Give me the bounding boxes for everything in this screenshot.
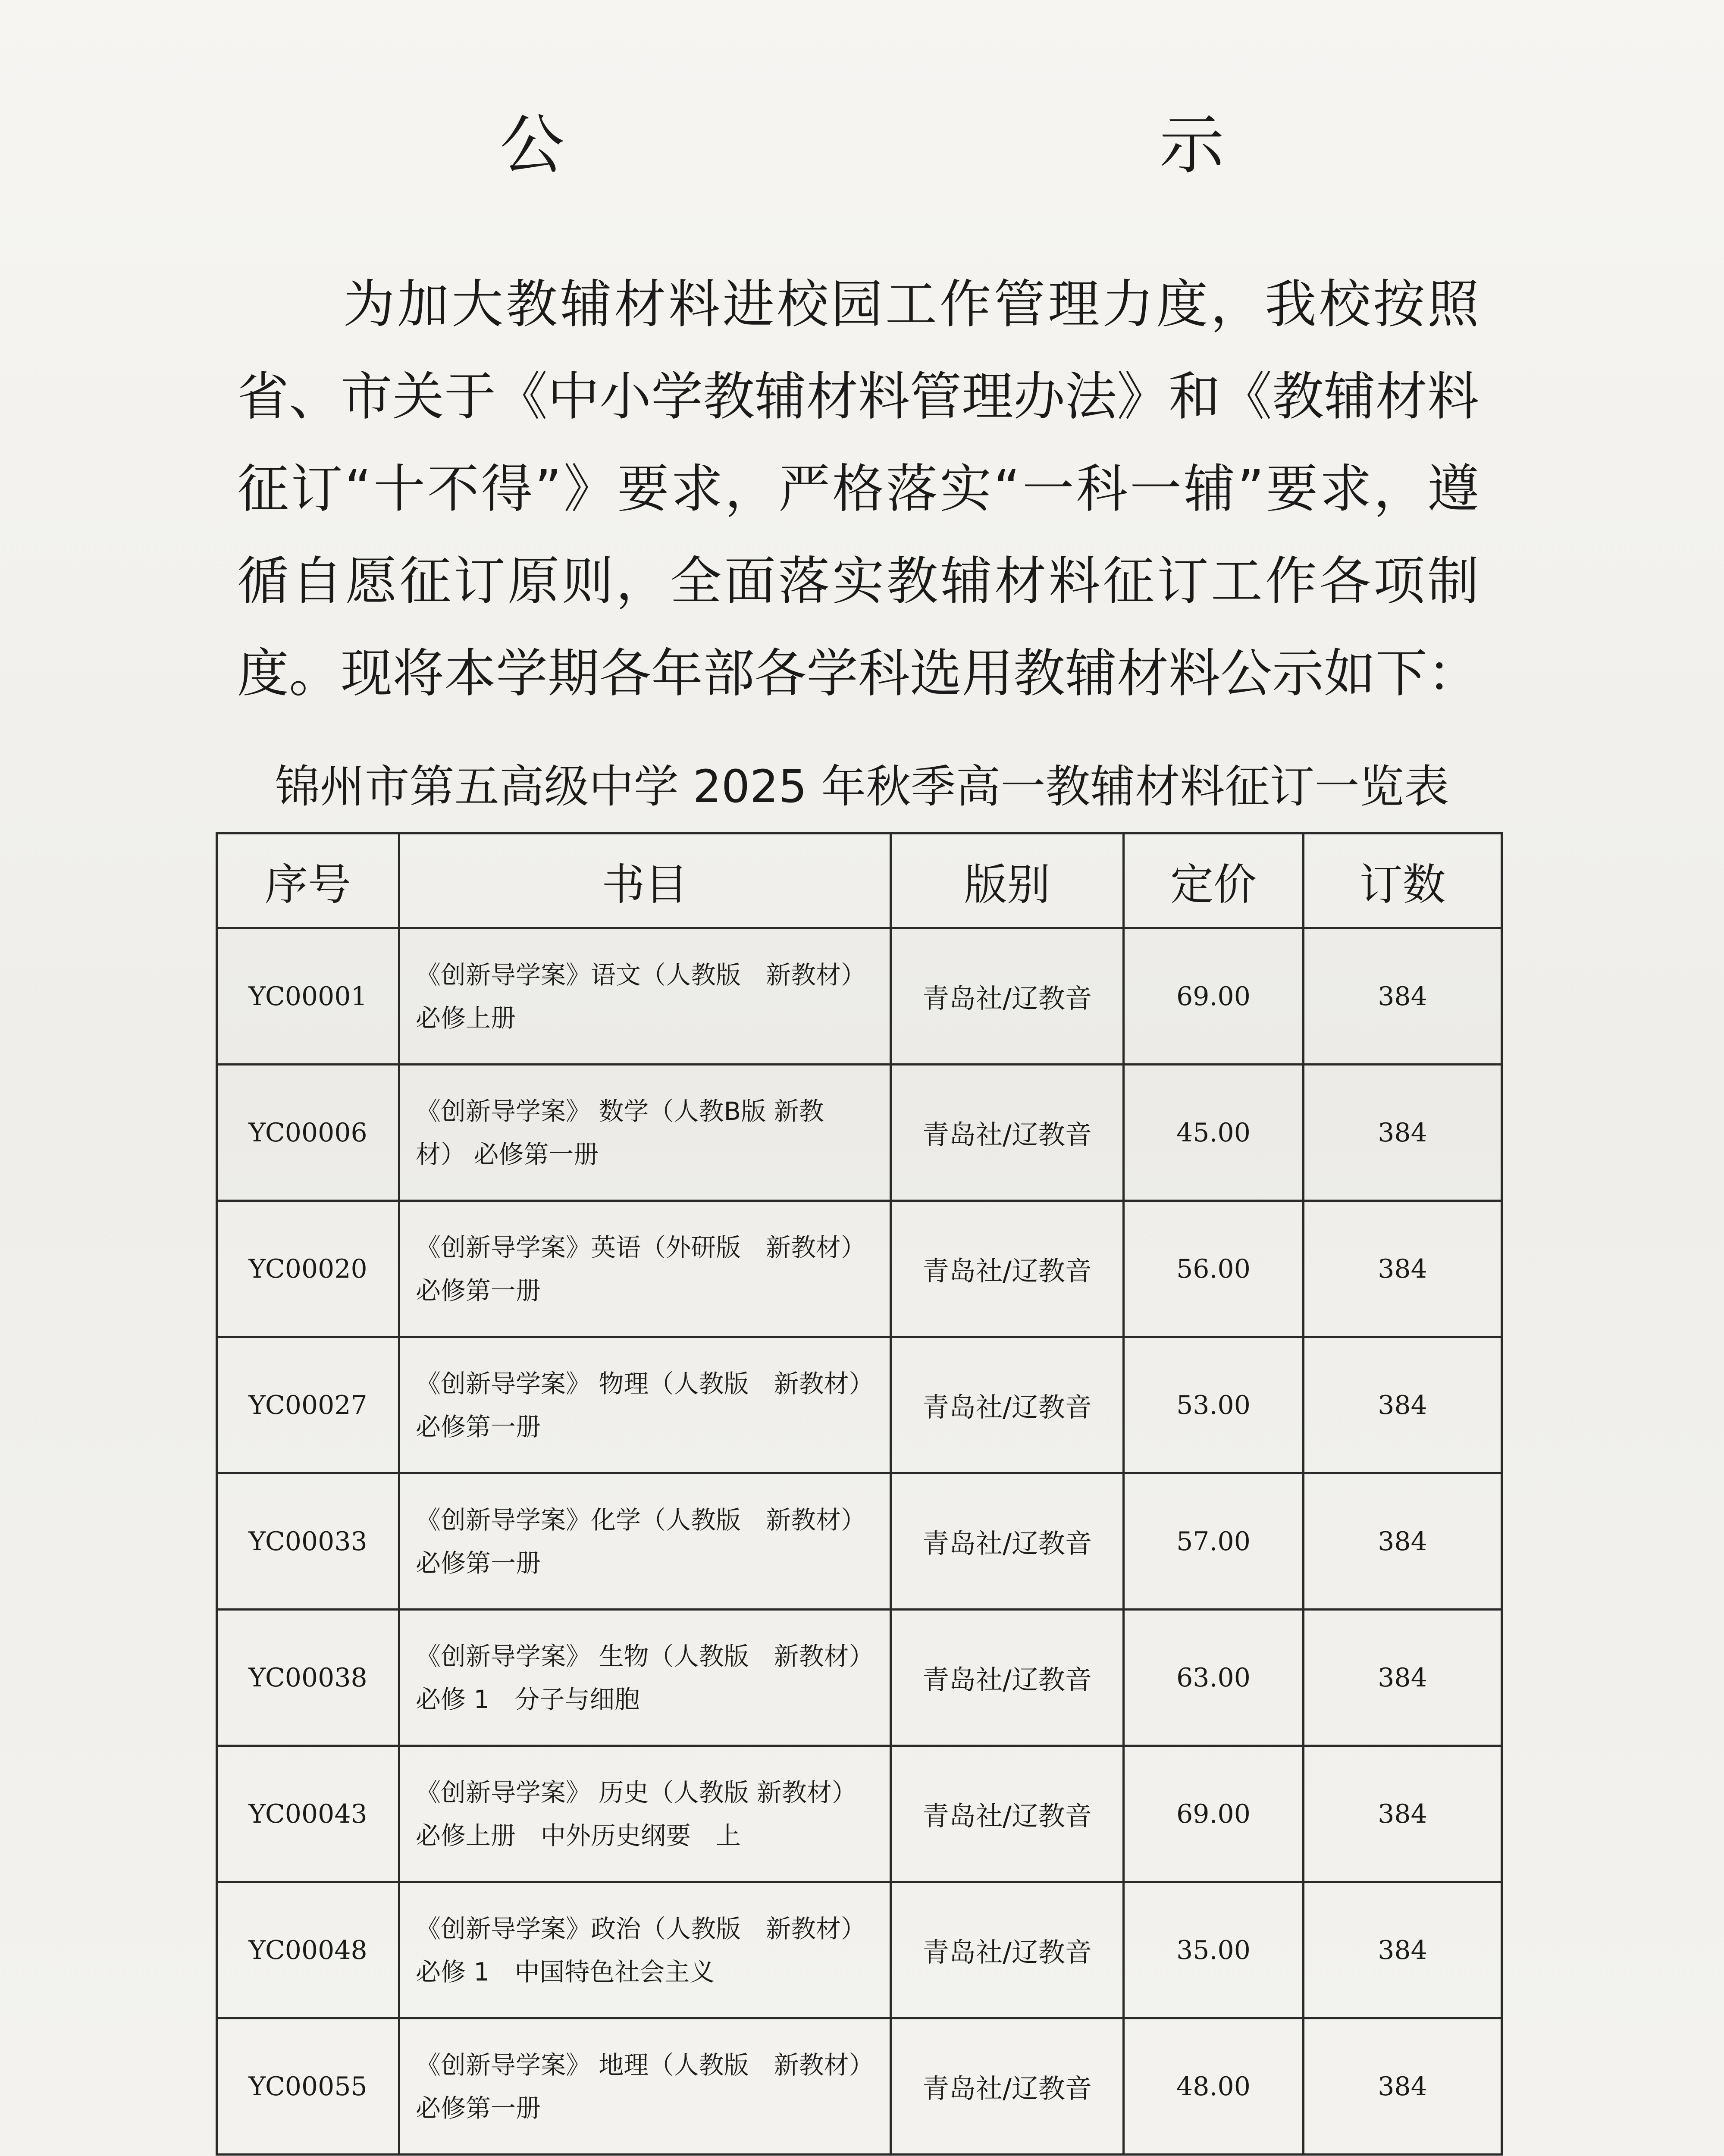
cell-quantity: 384	[1304, 1065, 1502, 1201]
cell-serial: YC00001	[217, 928, 399, 1065]
cell-serial: YC00055	[217, 2018, 399, 2155]
notice-paragraph	[237, 259, 1479, 720]
cell-book	[399, 2018, 891, 2155]
book-volume-line: 必修第一册	[416, 2093, 541, 2123]
header-edition: 版别	[891, 834, 1124, 928]
header-price: 定价	[1124, 834, 1304, 928]
cell-price: 35.00	[1124, 1882, 1304, 2018]
cell-quantity: 384	[1304, 1746, 1502, 1882]
cell-book	[399, 1882, 891, 2018]
cell-quantity: 384	[1304, 2018, 1502, 2155]
cell-edition: 青岛社/辽教音	[891, 1337, 1124, 1473]
book-volume-line: 材） 必修第一册	[416, 1139, 599, 1169]
cell-edition: 青岛社/辽教音	[891, 928, 1124, 1065]
cell-book	[399, 1201, 891, 1337]
table-row	[217, 1746, 1502, 1882]
book-volume-line: 必修 1 中国特色社会主义	[416, 1957, 715, 1987]
cell-quantity: 384	[1304, 1610, 1502, 1746]
cell-price: 69.00	[1124, 928, 1304, 1065]
table-row	[217, 1201, 1502, 1337]
book-title-line: 《创新导学案》 历史（人教版 新教材）	[416, 1777, 857, 1807]
header-book: 书目	[399, 834, 891, 928]
book-volume-line: 必修第一册	[416, 1275, 541, 1305]
book-volume-line: 必修上册 中外历史纲要 上	[416, 1821, 741, 1850]
book-volume-line: 必修 1 分子与细胞	[416, 1684, 640, 1714]
book-title-line: 《创新导学案》 生物（人教版 新教材）	[416, 1641, 874, 1671]
cell-price: 48.00	[1124, 2018, 1304, 2155]
table-row	[217, 1882, 1502, 2018]
cell-edition: 青岛社/辽教音	[891, 1473, 1124, 1610]
cell-edition: 青岛社/辽教音	[891, 1065, 1124, 1201]
cell-book	[399, 1473, 891, 1610]
cell-edition: 青岛社/辽教音	[891, 1746, 1124, 1882]
cell-quantity: 384	[1304, 1337, 1502, 1473]
cell-serial: YC00020	[217, 1201, 399, 1337]
cell-price: 57.00	[1124, 1473, 1304, 1610]
book-title-line: 《创新导学案》英语（外研版 新教材）	[416, 1232, 866, 1262]
book-title-line: 《创新导学案》 物理（人教版 新教材）	[416, 1369, 874, 1398]
cell-serial: YC00027	[217, 1337, 399, 1473]
cell-quantity: 384	[1304, 1473, 1502, 1610]
cell-price: 56.00	[1124, 1201, 1304, 1337]
header-quantity: 订数	[1304, 834, 1502, 928]
cell-book	[399, 1065, 891, 1201]
cell-book	[399, 1610, 891, 1746]
table-header-row	[217, 834, 1502, 928]
book-volume-line: 必修上册	[416, 1003, 516, 1033]
table-row	[217, 2018, 1502, 2155]
cell-price: 45.00	[1124, 1065, 1304, 1201]
cell-edition: 青岛社/辽教音	[891, 1610, 1124, 1746]
book-title-line: 《创新导学案》 地理（人教版 新教材）	[416, 2050, 874, 2080]
table-title: 锦州市第五高级中学 2025 年秋季高一教辅材料征订一览表	[275, 760, 1449, 813]
book-volume-line: 必修第一册	[416, 1548, 541, 1578]
cell-price: 63.00	[1124, 1610, 1304, 1746]
cell-serial: YC00043	[217, 1746, 399, 1882]
table-row	[217, 1065, 1502, 1201]
book-title-line: 《创新导学案》语文（人教版 新教材）	[416, 960, 866, 990]
notice-paragraph-text: 为加大教辅材料进校园工作管理力度，我校按照省、市关于《中小学教辅材料管理办法》和《教辅材料征订“十不得”》要求，严格落实“一科一辅”要求，遵循自愿征订原则，全面落实教辅材料征订工作各项制度。现将本学期各年部各学科选用教辅材料公示如下：	[237, 275, 1479, 704]
book-title-line: 《创新导学案》政治（人教版 新教材）	[416, 1914, 866, 1943]
notice-title: 公 示	[499, 108, 1379, 183]
cell-edition: 青岛社/辽教音	[891, 1201, 1124, 1337]
cell-serial: YC00033	[217, 1473, 399, 1610]
cell-book	[399, 1337, 891, 1473]
cell-serial: YC00038	[217, 1610, 399, 1746]
header-serial: 序号	[217, 834, 399, 928]
cell-book	[399, 1746, 891, 1882]
cell-price: 69.00	[1124, 1746, 1304, 1882]
cell-quantity: 384	[1304, 1201, 1502, 1337]
book-title-line: 《创新导学案》化学（人教版 新教材）	[416, 1505, 866, 1535]
table-row	[217, 1610, 1502, 1746]
book-title-line: 《创新导学案》 数学（人教B版 新教	[416, 1096, 824, 1126]
cell-book	[399, 928, 891, 1065]
table-row	[217, 1473, 1502, 1610]
cell-serial: YC00006	[217, 1065, 399, 1201]
cell-edition: 青岛社/辽教音	[891, 2018, 1124, 2155]
cell-quantity: 384	[1304, 1882, 1502, 2018]
cell-price: 53.00	[1124, 1337, 1304, 1473]
book-volume-line: 必修第一册	[416, 1412, 541, 1442]
cell-serial: YC00048	[217, 1882, 399, 2018]
cell-edition: 青岛社/辽教音	[891, 1882, 1124, 2018]
table-row	[217, 1337, 1502, 1473]
cell-quantity: 384	[1304, 928, 1502, 1065]
materials-order-table	[216, 832, 1503, 2156]
table-row	[217, 928, 1502, 1065]
